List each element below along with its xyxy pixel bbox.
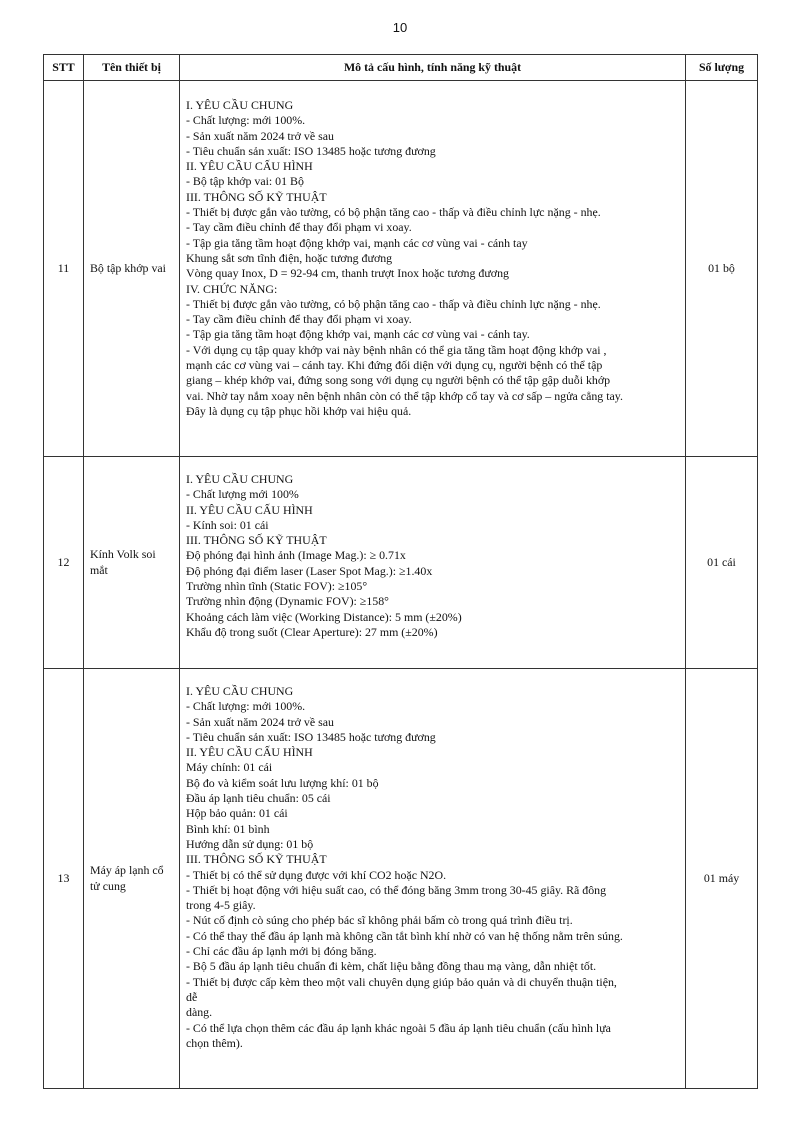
description-line: mạnh các cơ vùng vai – cánh tay. Khi đứng đối diện với dụng cụ, người bệnh có thể tập xyxy=(186,358,603,373)
description-line: - Sản xuất năm 2024 trở về sau xyxy=(186,128,334,143)
description-line: - Thiết bị hoạt động với hiệu suất cao, có thể đóng băng 3mm trong 30-45 giây. Rã đông xyxy=(186,882,607,897)
description-line: - Chất lượng: mới 100%. xyxy=(186,699,306,714)
header-equipment-name: Tên thiết bị xyxy=(84,55,180,81)
description-line: - Tập gia tăng tầm hoạt động khớp vai, mạnh các cơ vùng vai - cánh tay. xyxy=(186,327,530,342)
row-stt: 12 xyxy=(44,457,84,669)
description-line: III. THÔNG SỐ KỸ THUẬT xyxy=(186,852,327,867)
description-line: - Tập gia tăng tầm hoạt động khớp vai, mạnh các cơ vùng vai - cánh tay xyxy=(186,235,528,250)
description-line: vai. Nhờ tay nắm xoay nên bệnh nhân còn có thể tập khớp cổ tay và cơ sấp – ngửa cẳng tay. xyxy=(186,388,623,403)
description-line: I. YÊU CẦU CHUNG xyxy=(186,472,294,486)
description-line: Trường nhìn tĩnh (Static FOV): ≥105° xyxy=(186,579,368,594)
row-description xyxy=(180,457,686,669)
description-line: Độ phóng đại điểm laser (Laser Spot Mag.): ≥1.40x xyxy=(186,563,433,578)
table-row xyxy=(44,457,758,669)
description-line: - Chỉ các đầu áp lạnh mới bị đóng băng. xyxy=(186,944,377,959)
description-line: trong 4-5 giây. xyxy=(186,898,256,913)
description-line: - Thiết bị có thể sử dụng được với khí CO2 hoặc N2O. xyxy=(186,867,447,882)
description-line: Khung sắt sơn tĩnh điện, hoặc tương đương xyxy=(186,250,393,265)
table-header-row xyxy=(44,55,758,81)
description-line: Vòng quay Inox, D = 92-94 cm, thanh trượt Inox hoặc tương đương xyxy=(186,266,509,281)
row-quantity: 01 máy xyxy=(686,669,758,1089)
description-line: - Thiết bị được gắn vào tường, có bộ phận tăng cao - thấp và điều chỉnh lực nặng - nhẹ. xyxy=(186,296,601,311)
description-line: - Tay cầm điều chỉnh để thay đổi phạm vi xoay. xyxy=(186,312,412,327)
row-stt: 11 xyxy=(44,81,84,457)
description-line: dàng. xyxy=(186,1005,213,1020)
description-line: - Bộ 5 đầu áp lạnh tiêu chuẩn đi kèm, chất liệu bằng đồng thau mạ vàng, dẫn nhiệt tốt. xyxy=(186,959,597,974)
description-line: Độ phóng đại hình ảnh (Image Mag.): ≥ 0.71x xyxy=(186,548,406,563)
description-line: - Có thể lựa chọn thêm các đầu áp lạnh khác ngoài 5 đầu áp lạnh tiêu chuẩn (cấu hình lựa xyxy=(186,1020,611,1035)
row-equipment-name: Máy áp lạnh cổ tử cung xyxy=(84,669,180,1089)
row-quantity: 01 bộ xyxy=(686,81,758,457)
description-line: III. THÔNG SỐ KỸ THUẬT xyxy=(186,533,327,548)
description-line: - Bộ tập khớp vai: 01 Bộ xyxy=(186,174,304,189)
description-line: Khoảng cách làm việc (Working Distance): 5 mm (±20%) xyxy=(186,609,462,624)
table-row xyxy=(44,81,758,457)
description-line: II. YÊU CẦU CẤU HÌNH xyxy=(186,745,313,760)
table-row xyxy=(44,669,758,1089)
description-line: I. YÊU CẦU CHUNG xyxy=(186,684,294,698)
description-line: Bộ đo và kiểm soát lưu lượng khí: 01 bộ xyxy=(186,775,379,790)
description-line: Khẩu độ trong suốt (Clear Aperture): 27 mm (±20%) xyxy=(186,624,438,639)
description-line: - Nút cố định cò súng cho phép bác sĩ không phải bấm cò trong quá trình điều trị. xyxy=(186,913,573,928)
row-equipment-name: Bộ tập khớp vai xyxy=(84,81,180,457)
description-line: dễ xyxy=(186,989,198,1004)
row-stt: 13 xyxy=(44,669,84,1089)
description-line: - Kính soi: 01 cái xyxy=(186,517,269,532)
description-line: Đây là dụng cụ tập phục hồi khớp vai hiệu quả. xyxy=(186,403,412,418)
description-line: Hướng dẫn sử dụng: 01 bộ xyxy=(186,836,314,851)
description-line: chọn thêm). xyxy=(186,1035,243,1050)
description-line: III. THÔNG SỐ KỸ THUẬT xyxy=(186,189,327,204)
equipment-spec-table xyxy=(43,54,758,1089)
row-description xyxy=(180,669,686,1089)
description-line: II. YÊU CẦU CẤU HÌNH xyxy=(186,159,313,174)
description-line: Máy chính: 01 cái xyxy=(186,760,273,775)
description-line: - Thiết bị được gắn vào tường, có bộ phận tăng cao - thấp và điều chỉnh lực nặng - nhẹ. xyxy=(186,205,601,220)
description-line: - Có thể thay thế đầu áp lạnh mà không cần tắt bình khí nhờ có van hệ thống nằm trên súng. xyxy=(186,928,623,943)
description-line: Đầu áp lạnh tiêu chuẩn: 05 cái xyxy=(186,791,331,806)
row-quantity: 01 cái xyxy=(686,457,758,669)
description-line: Bình khí: 01 bình xyxy=(186,821,270,836)
description-line: - Chất lượng: mới 100%. xyxy=(186,113,306,128)
description-line: I. YÊU CẦU CHUNG xyxy=(186,98,294,112)
header-stt: STT xyxy=(44,55,84,81)
description-line: - Tiêu chuẩn sản xuất: ISO 13485 hoặc tương đương xyxy=(186,143,436,158)
description-line: - Với dụng cụ tập quay khớp vai này bệnh nhân có thể gia tăng tầm hoạt động khớp vai , xyxy=(186,342,607,357)
description-line: - Tiêu chuẩn sản xuất: ISO 13485 hoặc tương đương xyxy=(186,729,436,744)
description-line: IV. CHỨC NĂNG: xyxy=(186,281,278,296)
description-line: Trường nhìn động (Dynamic FOV): ≥158° xyxy=(186,594,389,609)
description-line: - Chất lượng mới 100% xyxy=(186,487,299,502)
header-description: Mô tả cấu hình, tính năng kỹ thuật xyxy=(180,55,686,81)
description-line: - Tay cầm điều chỉnh để thay đổi phạm vi xoay. xyxy=(186,220,412,235)
row-equipment-name: Kính Volk soi mắt xyxy=(84,457,180,669)
header-quantity: Số lượng xyxy=(686,55,758,81)
description-line: - Thiết bị được cấp kèm theo một vali chuyên dụng giúp bảo quản và di chuyển thuận tiện, xyxy=(186,974,617,989)
row-description xyxy=(180,81,686,457)
page-number: 10 xyxy=(392,20,408,35)
description-line: giang – khép khớp vai, đứng song song với dụng cụ người bệnh có thể tập gập duỗi khớp xyxy=(186,373,611,388)
description-line: Hộp bảo quản: 01 cái xyxy=(186,806,288,821)
description-line: - Sản xuất năm 2024 trở về sau xyxy=(186,714,334,729)
description-line: II. YÊU CẦU CẤU HÌNH xyxy=(186,502,313,517)
